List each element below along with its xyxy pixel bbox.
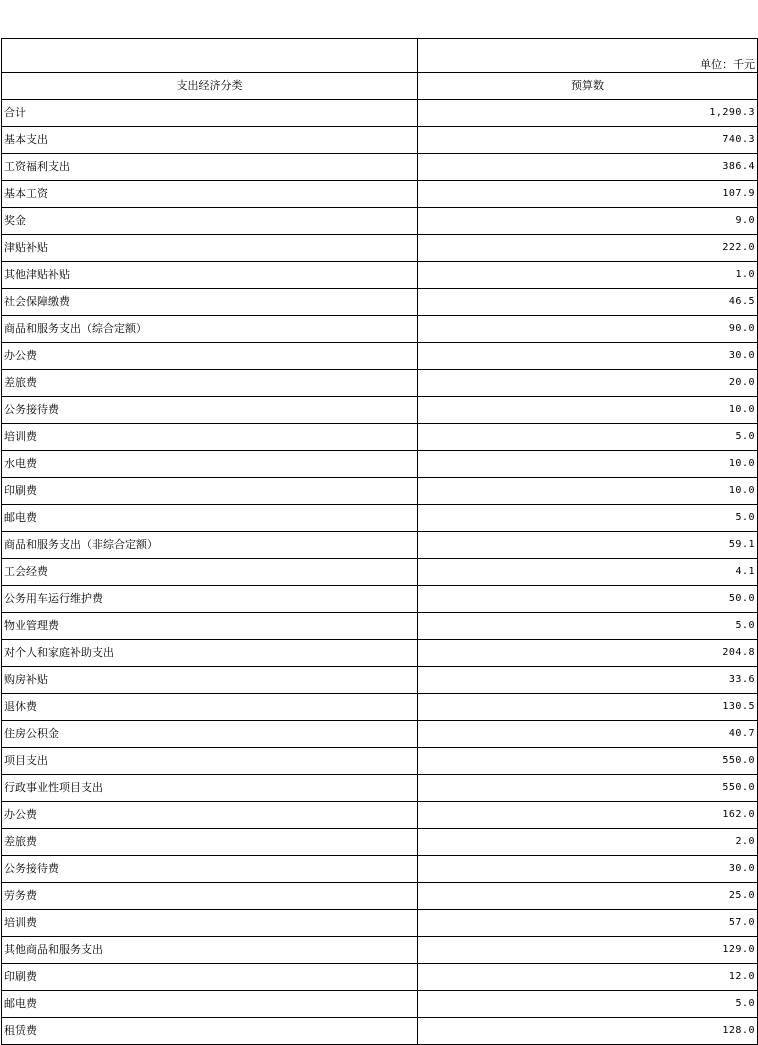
amount-cell: 129.0 [418, 937, 758, 964]
amount-cell: 30.0 [418, 343, 758, 370]
amount-cell: 59.1 [418, 532, 758, 559]
category-cell: 公务接待费 [2, 856, 418, 883]
table-row [2, 262, 758, 289]
category-cell: 津贴补贴 [2, 235, 418, 262]
category-cell: 项目支出 [2, 748, 418, 775]
category-cell: 奖金 [2, 208, 418, 235]
category-cell: 租赁费 [2, 1018, 418, 1045]
amount-cell: 130.5 [418, 694, 758, 721]
category-cell: 印刷费 [2, 478, 418, 505]
table-row [2, 694, 758, 721]
table-row [2, 397, 758, 424]
amount-cell: 222.0 [418, 235, 758, 262]
amount-cell: 9.0 [418, 208, 758, 235]
amount-cell: 107.9 [418, 181, 758, 208]
table-row [2, 181, 758, 208]
amount-cell: 5.0 [418, 505, 758, 532]
amount-cell: 10.0 [418, 451, 758, 478]
category-cell: 差旅费 [2, 370, 418, 397]
category-cell: 劳务费 [2, 883, 418, 910]
category-cell: 对个人和家庭补助支出 [2, 640, 418, 667]
table-row [2, 235, 758, 262]
table-row [2, 532, 758, 559]
category-cell: 行政事业性项目支出 [2, 775, 418, 802]
budget-table [1, 38, 758, 1045]
table-row [2, 289, 758, 316]
category-cell: 办公费 [2, 343, 418, 370]
category-cell: 退休费 [2, 694, 418, 721]
table-row [2, 856, 758, 883]
table-row [2, 559, 758, 586]
category-cell: 购房补贴 [2, 667, 418, 694]
category-cell: 合计 [2, 100, 418, 127]
table-row [2, 910, 758, 937]
amount-cell: 550.0 [418, 748, 758, 775]
category-cell: 水电费 [2, 451, 418, 478]
amount-header: 预算数 [418, 73, 758, 100]
category-cell: 其他商品和服务支出 [2, 937, 418, 964]
amount-cell: 386.4 [418, 154, 758, 181]
category-cell: 工资福利支出 [2, 154, 418, 181]
category-cell: 公务用车运行维护费 [2, 586, 418, 613]
unit-label: 单位：千元 [418, 39, 758, 73]
amount-cell: 5.0 [418, 424, 758, 451]
amount-cell: 57.0 [418, 910, 758, 937]
unit-row-blank-cell [2, 39, 418, 73]
category-cell: 培训费 [2, 424, 418, 451]
table-row [2, 991, 758, 1018]
amount-cell: 90.0 [418, 316, 758, 343]
unit-row [2, 39, 758, 73]
category-cell: 商品和服务支出（非综合定额） [2, 532, 418, 559]
amount-cell: 40.7 [418, 721, 758, 748]
amount-cell: 33.6 [418, 667, 758, 694]
category-cell: 印刷费 [2, 964, 418, 991]
amount-cell: 740.3 [418, 127, 758, 154]
table-row [2, 100, 758, 127]
budget-table-body [2, 39, 758, 1045]
category-header: 支出经济分类 [2, 73, 418, 100]
table-row [2, 1018, 758, 1045]
amount-cell: 128.0 [418, 1018, 758, 1045]
table-row [2, 316, 758, 343]
table-row [2, 343, 758, 370]
header-row [2, 73, 758, 100]
amount-cell: 25.0 [418, 883, 758, 910]
table-row [2, 748, 758, 775]
table-row [2, 802, 758, 829]
category-cell: 邮电费 [2, 505, 418, 532]
category-cell: 公务接待费 [2, 397, 418, 424]
amount-cell: 550.0 [418, 775, 758, 802]
amount-cell: 30.0 [418, 856, 758, 883]
table-row [2, 613, 758, 640]
amount-cell: 12.0 [418, 964, 758, 991]
table-row [2, 883, 758, 910]
amount-cell: 2.0 [418, 829, 758, 856]
category-cell: 社会保障缴费 [2, 289, 418, 316]
table-row [2, 586, 758, 613]
category-cell: 工会经费 [2, 559, 418, 586]
amount-cell: 50.0 [418, 586, 758, 613]
amount-cell: 46.5 [418, 289, 758, 316]
table-row [2, 937, 758, 964]
table-row [2, 127, 758, 154]
amount-cell: 5.0 [418, 613, 758, 640]
table-row [2, 667, 758, 694]
table-row [2, 964, 758, 991]
category-cell: 邮电费 [2, 991, 418, 1018]
category-cell: 培训费 [2, 910, 418, 937]
category-cell: 办公费 [2, 802, 418, 829]
category-cell: 其他津贴补贴 [2, 262, 418, 289]
amount-cell: 20.0 [418, 370, 758, 397]
amount-cell: 10.0 [418, 478, 758, 505]
table-row [2, 505, 758, 532]
category-cell: 住房公积金 [2, 721, 418, 748]
table-row [2, 370, 758, 397]
table-row [2, 451, 758, 478]
category-cell: 差旅费 [2, 829, 418, 856]
table-row [2, 154, 758, 181]
category-cell: 商品和服务支出（综合定额） [2, 316, 418, 343]
category-cell: 基本支出 [2, 127, 418, 154]
table-row [2, 424, 758, 451]
category-cell: 物业管理费 [2, 613, 418, 640]
amount-cell: 162.0 [418, 802, 758, 829]
amount-cell: 10.0 [418, 397, 758, 424]
amount-cell: 1,290.3 [418, 100, 758, 127]
table-row [2, 640, 758, 667]
amount-cell: 204.8 [418, 640, 758, 667]
amount-cell: 5.0 [418, 991, 758, 1018]
amount-cell: 1.0 [418, 262, 758, 289]
category-cell: 基本工资 [2, 181, 418, 208]
table-row [2, 775, 758, 802]
table-row [2, 829, 758, 856]
table-row [2, 478, 758, 505]
amount-cell: 4.1 [418, 559, 758, 586]
table-row [2, 721, 758, 748]
table-row [2, 208, 758, 235]
